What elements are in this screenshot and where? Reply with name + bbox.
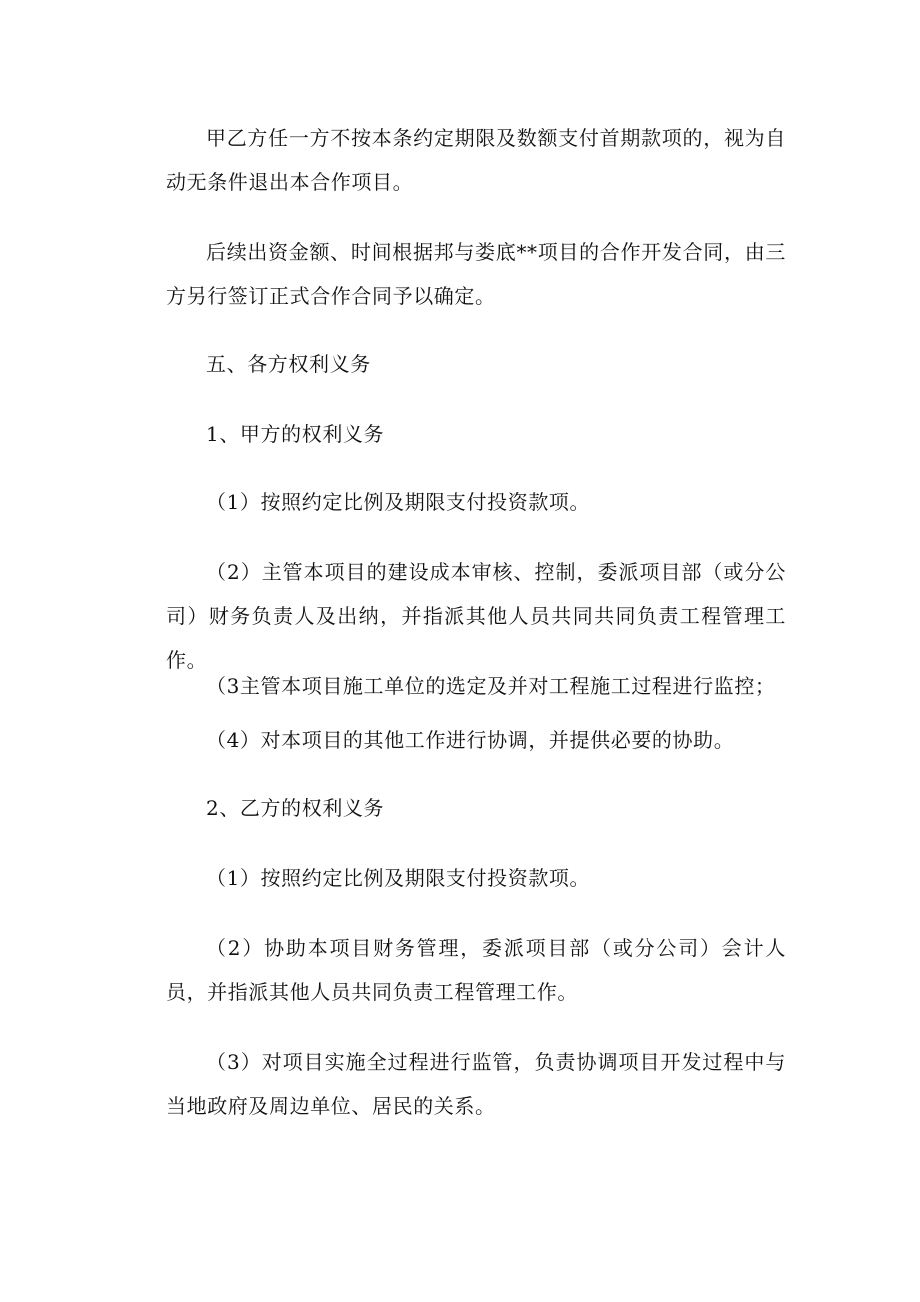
paragraph-follow-up-funding: 后续出资金额、时间根据邦与娄底**项目的合作开发合同，由三方另行签订正式合作合同予以确定。	[166, 240, 786, 308]
subheading-party-a: 1、甲方的权利义务	[206, 422, 385, 446]
section-heading-rights-obligations: 五、各方权利义务	[206, 352, 371, 376]
party-a-item-1: （1）按照约定比例及期限支付投资款项。	[206, 490, 591, 514]
party-a-item-2: （2）主管本项目的建设成本审核、控制，委派项目部（或分公司）财务负责人及出纳，并指派其他人员共同共同负责工程管理工作。	[166, 560, 786, 672]
subheading-party-b: 2、乙方的权利义务	[206, 796, 385, 820]
party-a-item-3: （3主管本项目施工单位的选定及并对工程施工过程进行监控；	[206, 674, 776, 698]
party-b-item-1: （1）按照约定比例及期限支付投资款项。	[206, 866, 591, 890]
party-b-item-2: （2）协助本项目财务管理，委派项目部（或分公司）会计人员，并指派其他人员共同负责工程管理工作。	[166, 936, 786, 1004]
paragraph-withdrawal-clause: 甲乙方任一方不按本条约定期限及数额支付首期款项的，视为自动无条件退出本合作项目。	[166, 126, 786, 194]
party-b-item-3: （3）对项目实施全过程进行监管，负责协调项目开发过程中与当地政府及周边单位、居民的关系。	[166, 1050, 786, 1118]
party-a-item-4: （4）对本项目的其他工作进行协调，并提供必要的协助。	[206, 728, 735, 752]
